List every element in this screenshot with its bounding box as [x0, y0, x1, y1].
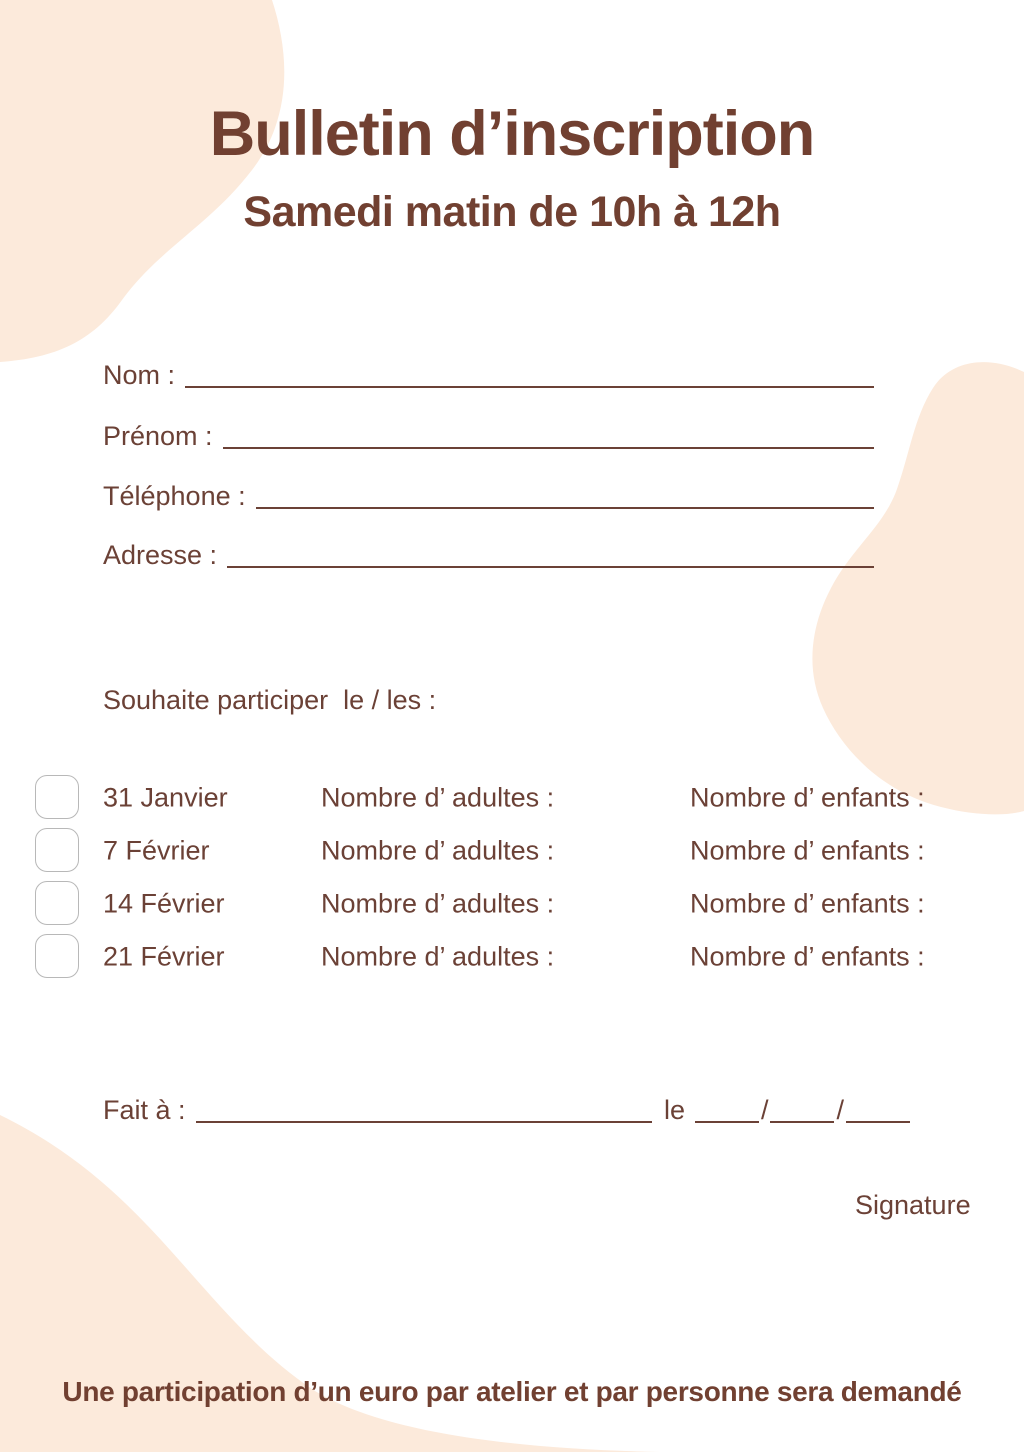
checkbox-7-fevrier[interactable]	[35, 828, 79, 872]
date-slash: /	[836, 1095, 844, 1125]
field-row-adresse	[103, 535, 874, 571]
le-label: le	[663, 1095, 685, 1125]
checkbox-14-fevrier[interactable]	[35, 881, 79, 925]
adults-count-label: Nombre d’ adultes :	[321, 835, 555, 866]
prenom-label: Prénom :	[103, 421, 213, 451]
checkbox-31-janvier[interactable]	[35, 775, 79, 819]
participation-heading: Souhaite participer le / les :	[103, 685, 437, 715]
date-label: 14 Février	[103, 888, 225, 919]
fait-a-input-line[interactable]	[196, 1094, 652, 1123]
date-slash: /	[760, 1095, 769, 1125]
children-count-label: Nombre d’ enfants :	[690, 782, 925, 813]
decorative-blob-top-left	[0, 0, 284, 362]
adresse-input-line[interactable]	[227, 539, 874, 568]
children-count-label: Nombre d’ enfants :	[690, 941, 925, 972]
page-subtitle: Samedi matin de 10h à 12h	[243, 188, 781, 236]
participation-row-14-fevrier	[0, 881, 1024, 927]
adresse-label: Adresse :	[103, 540, 218, 570]
page-title: Bulletin d’inscription	[209, 99, 815, 169]
field-row-nom	[103, 355, 874, 391]
date-day-input-line[interactable]	[695, 1094, 759, 1123]
participation-row-7-fevrier	[0, 828, 1024, 874]
participation-row-31-janvier	[0, 775, 1024, 821]
date-label: 7 Février	[103, 835, 210, 866]
checkbox-21-fevrier[interactable]	[35, 934, 79, 978]
date-year-input-line[interactable]	[846, 1094, 910, 1123]
fait-a-row	[103, 1090, 910, 1126]
date-month-input-line[interactable]	[770, 1094, 834, 1123]
date-label: 21 Février	[103, 941, 225, 972]
date-label: 31 Janvier	[103, 782, 228, 813]
nom-label: Nom :	[103, 360, 176, 390]
telephone-input-line[interactable]	[256, 480, 874, 509]
adults-count-label: Nombre d’ adultes :	[321, 888, 555, 919]
footer-note: Une participation d’un euro par atelier et par personne sera demandé	[62, 1376, 962, 1407]
nom-input-line[interactable]	[185, 359, 874, 388]
field-row-prenom	[103, 416, 874, 452]
adults-count-label: Nombre d’ adultes :	[321, 782, 555, 813]
signature-label: Signature	[855, 1190, 971, 1220]
telephone-label: Téléphone :	[103, 481, 246, 511]
participation-row-21-fevrier	[0, 934, 1024, 980]
fait-a-label: Fait à :	[103, 1095, 186, 1125]
children-count-label: Nombre d’ enfants :	[690, 888, 925, 919]
adults-count-label: Nombre d’ adultes :	[321, 941, 555, 972]
prenom-input-line[interactable]	[223, 420, 874, 449]
children-count-label: Nombre d’ enfants :	[690, 835, 925, 866]
field-row-telephone	[103, 476, 874, 512]
